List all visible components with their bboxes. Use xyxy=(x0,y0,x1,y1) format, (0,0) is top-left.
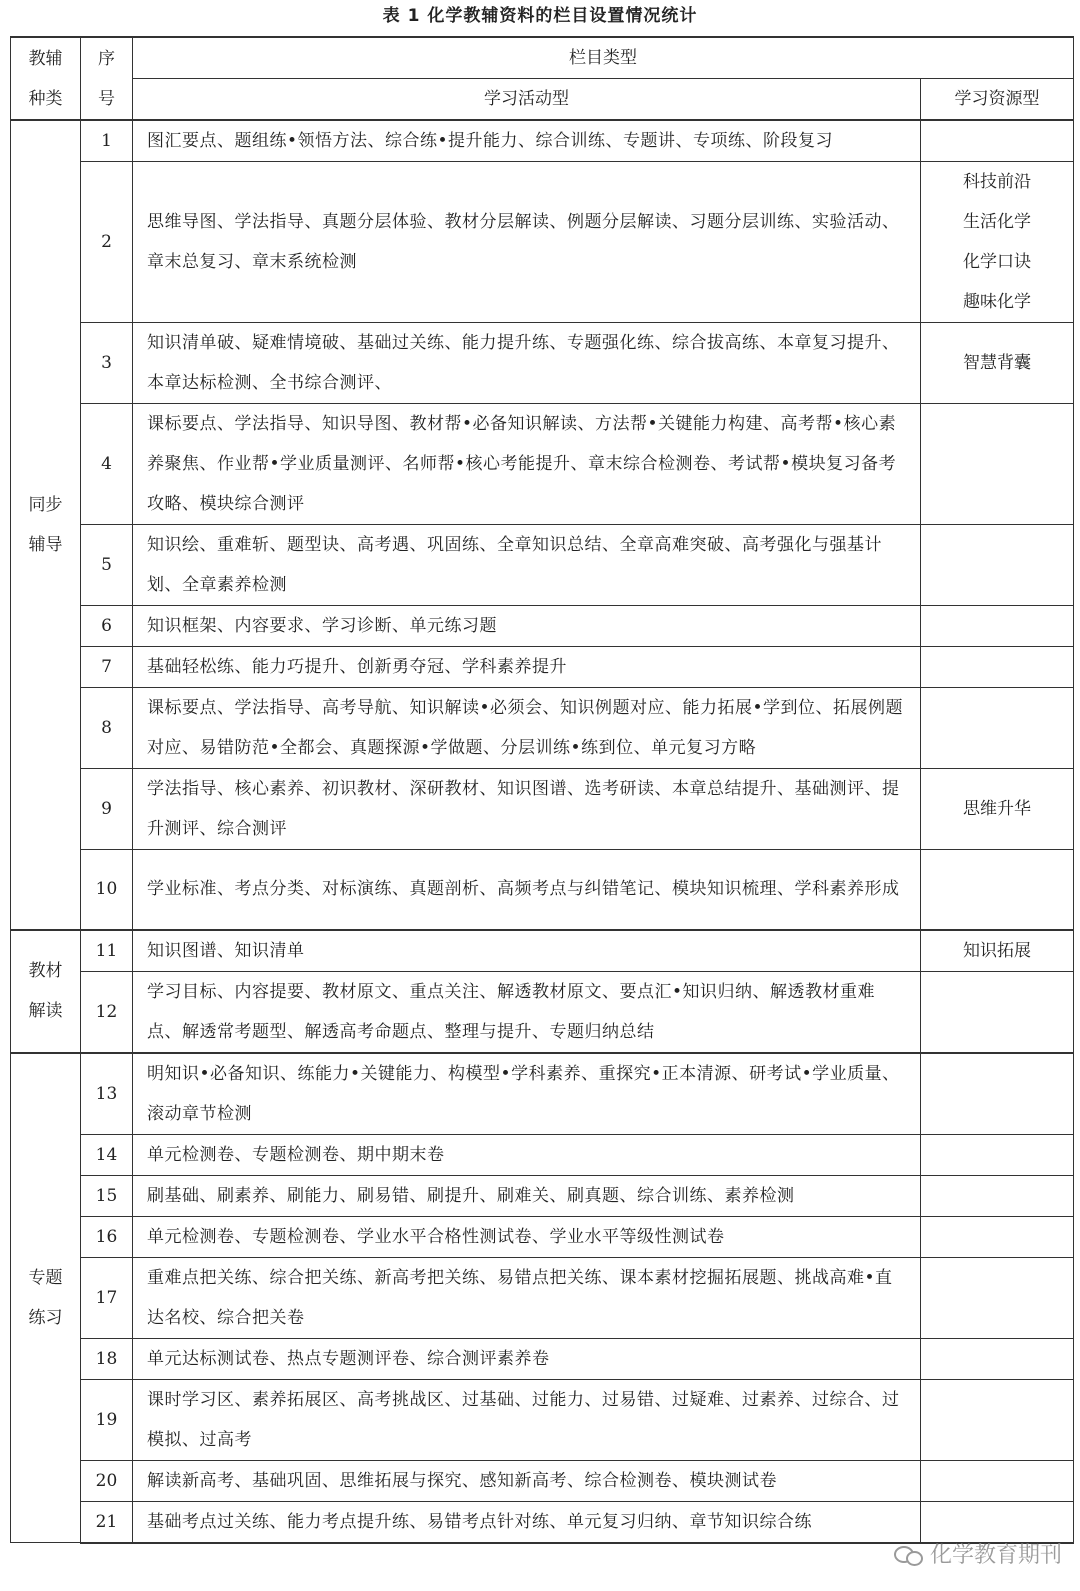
table-row xyxy=(11,323,1074,404)
resource-cell xyxy=(921,1379,1074,1460)
table-row xyxy=(11,1216,1074,1257)
resource-cell xyxy=(921,606,1074,647)
table-row xyxy=(11,404,1074,525)
table-row xyxy=(11,688,1074,769)
activity-cell: 重难点把关练、综合把关练、新高考把关练、易错点把关练、课本素材挖掘拓展题、挑战高难•直达名校、综合把关卷 xyxy=(133,1257,921,1338)
category-label-line: 同步 xyxy=(28,494,63,515)
category-label-line: 专题 xyxy=(28,1267,63,1288)
table-row xyxy=(11,1134,1074,1175)
activity-cell: 基础考点过关练、能力考点提升练、易错考点针对练、单元复习归纳、章节知识综合练 xyxy=(133,1501,921,1543)
resource-cell xyxy=(921,688,1074,769)
header-number xyxy=(81,37,133,120)
activity-cell: 解读新高考、基础巩固、思维拓展与探究、感知新高考、综合检测卷、模块测试卷 xyxy=(133,1460,921,1501)
row-number: 15 xyxy=(81,1175,133,1216)
resource-line: 生活化学 xyxy=(963,212,1031,232)
row-number: 4 xyxy=(81,404,133,525)
row-number: 16 xyxy=(81,1216,133,1257)
category-label-line: 练习 xyxy=(28,1307,63,1328)
resource-cell xyxy=(921,1175,1074,1216)
activity-cell: 课时学习区、素养拓展区、高考挑战区、过基础、过能力、过易错、过疑难、过素养、过综合、过模拟、过高考 xyxy=(133,1379,921,1460)
activity-cell: 知识框架、内容要求、学习诊断、单元练习题 xyxy=(133,606,921,647)
resource-line: 趣味化学 xyxy=(963,292,1031,312)
table-row xyxy=(11,525,1074,606)
header-row-2 xyxy=(11,79,1074,121)
resource-cell xyxy=(921,162,1074,323)
row-number: 14 xyxy=(81,1134,133,1175)
activity-cell: 知识绘、重难斩、题型诀、高考遇、巩固练、全章知识总结、全章高难突破、高考强化与强基计划、全章素养检测 xyxy=(133,525,921,606)
resource-cell xyxy=(921,1338,1074,1379)
watermark-text: 化学教育期刊 xyxy=(929,1543,1062,1568)
activity-cell: 知识图谱、知识清单 xyxy=(133,930,921,972)
resource-cell xyxy=(921,850,1074,930)
resource-cell: 思维升华 xyxy=(921,769,1074,850)
resource-cell: 智慧背囊 xyxy=(921,323,1074,404)
table-row xyxy=(11,1501,1074,1543)
category-label-line: 教材 xyxy=(28,961,63,981)
table-row xyxy=(11,606,1074,647)
resource-cell xyxy=(921,1257,1074,1338)
table-title: 表 1 化学教辅资料的栏目设置情况统计 xyxy=(382,6,698,26)
table-row xyxy=(11,1460,1074,1501)
resource-cell xyxy=(921,525,1074,606)
header-activity: 学习活动型 xyxy=(133,79,921,121)
table-row xyxy=(11,930,1074,972)
row-number: 18 xyxy=(81,1338,133,1379)
row-number: 5 xyxy=(81,525,133,606)
row-number: 8 xyxy=(81,688,133,769)
activity-cell: 课标要点、学法指导、知识导图、教材帮•必备知识解读、方法帮•关键能力构建、高考帮•核心素养聚焦、作业帮•学业质量测评、名师帮•核心考能提升、章末综合检测卷、考试帮•模块复习备考攻略、模块综合测评 xyxy=(133,404,921,525)
table-row xyxy=(11,1257,1074,1338)
activity-cell: 学法指导、核心素养、初识教材、深研教材、知识图谱、选考研读、本章总结提升、基础测评、提升测评、综合测评 xyxy=(133,769,921,850)
table-row xyxy=(11,971,1074,1053)
table-row xyxy=(11,1053,1074,1135)
activity-cell: 学业标准、考点分类、对标演练、真题剖析、高频考点与纠错笔记、模块知识梳理、学科素养形成 xyxy=(133,850,921,930)
activity-cell: 单元达标测试卷、热点专题测评卷、综合测评素养卷 xyxy=(133,1338,921,1379)
header-category xyxy=(11,37,81,120)
activity-cell: 图汇要点、题组练•领悟方法、综合练•提升能力、综合训练、专题讲、专项练、阶段复习 xyxy=(133,120,921,162)
row-number: 6 xyxy=(81,606,133,647)
activity-cell: 刷基础、刷素养、刷能力、刷易错、刷提升、刷难关、刷真题、综合训练、素养检测 xyxy=(133,1175,921,1216)
category-cell-sync xyxy=(11,120,81,930)
row-number: 19 xyxy=(81,1379,133,1460)
activity-cell: 思维导图、学法指导、真题分层体验、教材分层解读、例题分层解读、习题分层训练、实验活动、章末总复习、章末系统检测 xyxy=(133,162,921,323)
header-row-1 xyxy=(11,37,1074,79)
row-number: 13 xyxy=(81,1053,133,1135)
resource-cell xyxy=(921,120,1074,162)
row-number: 1 xyxy=(81,120,133,162)
column-statistics-table xyxy=(10,36,1074,1544)
resource-cell xyxy=(921,1501,1074,1543)
header-category-line-2: 种类 xyxy=(28,88,63,109)
table-row xyxy=(11,120,1074,162)
table-row xyxy=(11,162,1074,323)
watermark xyxy=(894,1538,1062,1569)
resource-cell: 知识拓展 xyxy=(921,930,1074,972)
resource-cell xyxy=(921,971,1074,1053)
resource-line: 化学口诀 xyxy=(963,252,1031,272)
table-row xyxy=(11,1175,1074,1216)
resource-cell xyxy=(921,1134,1074,1175)
table-row xyxy=(11,1338,1074,1379)
row-number: 9 xyxy=(81,769,133,850)
resource-cell xyxy=(921,404,1074,525)
category-cell-special xyxy=(11,1053,81,1543)
wechat-icon xyxy=(894,1544,924,1564)
header-number-line-1: 序 xyxy=(98,48,115,69)
row-number: 21 xyxy=(81,1501,133,1543)
row-number: 2 xyxy=(81,162,133,323)
activity-cell: 基础轻松练、能力巧提升、创新勇夺冠、学科素养提升 xyxy=(133,647,921,688)
row-number: 17 xyxy=(81,1257,133,1338)
activity-cell: 知识清单破、疑难情境破、基础过关练、能力提升练、专题强化练、综合拔高练、本章复习提升、本章达标检测、全书综合测评、 xyxy=(133,323,921,404)
row-number: 3 xyxy=(81,323,133,404)
activity-cell: 单元检测卷、专题检测卷、学业水平合格性测试卷、学业水平等级性测试卷 xyxy=(133,1216,921,1257)
header-category-line-1: 教辅 xyxy=(28,48,63,69)
row-number: 11 xyxy=(81,930,133,972)
table-row xyxy=(11,647,1074,688)
row-number: 12 xyxy=(81,971,133,1053)
resource-cell xyxy=(921,647,1074,688)
resource-line: 科技前沿 xyxy=(963,172,1031,192)
header-number-line-2: 号 xyxy=(98,88,115,109)
category-cell-textbook xyxy=(11,930,81,1053)
resource-cell xyxy=(921,1053,1074,1135)
category-label-line: 解读 xyxy=(28,1001,63,1021)
header-column-type: 栏目类型 xyxy=(133,37,1074,79)
header-resource: 学习资源型 xyxy=(921,79,1074,121)
row-number: 10 xyxy=(81,850,133,930)
table-row xyxy=(11,769,1074,850)
activity-cell: 学习目标、内容提要、教材原文、重点关注、解透教材原文、要点汇•知识归纳、解透教材重难点、解透常考题型、解透高考命题点、整理与提升、专题归纳总结 xyxy=(133,971,921,1053)
activity-cell: 明知识•必备知识、练能力•关键能力、构模型•学科素养、重探究•正本清源、研考试•学业质量、滚动章节检测 xyxy=(133,1053,921,1135)
table-row xyxy=(11,1379,1074,1460)
category-label-line: 辅导 xyxy=(28,534,63,555)
activity-cell: 课标要点、学法指导、高考导航、知识解读•必须会、知识例题对应、能力拓展•学到位、拓展例题对应、易错防范•全都会、真题探源•学做题、分层训练•练到位、单元复习方略 xyxy=(133,688,921,769)
row-number: 7 xyxy=(81,647,133,688)
resource-cell xyxy=(921,1216,1074,1257)
row-number: 20 xyxy=(81,1460,133,1501)
table-row xyxy=(11,850,1074,930)
resource-cell xyxy=(921,1460,1074,1501)
activity-cell: 单元检测卷、专题检测卷、期中期末卷 xyxy=(133,1134,921,1175)
